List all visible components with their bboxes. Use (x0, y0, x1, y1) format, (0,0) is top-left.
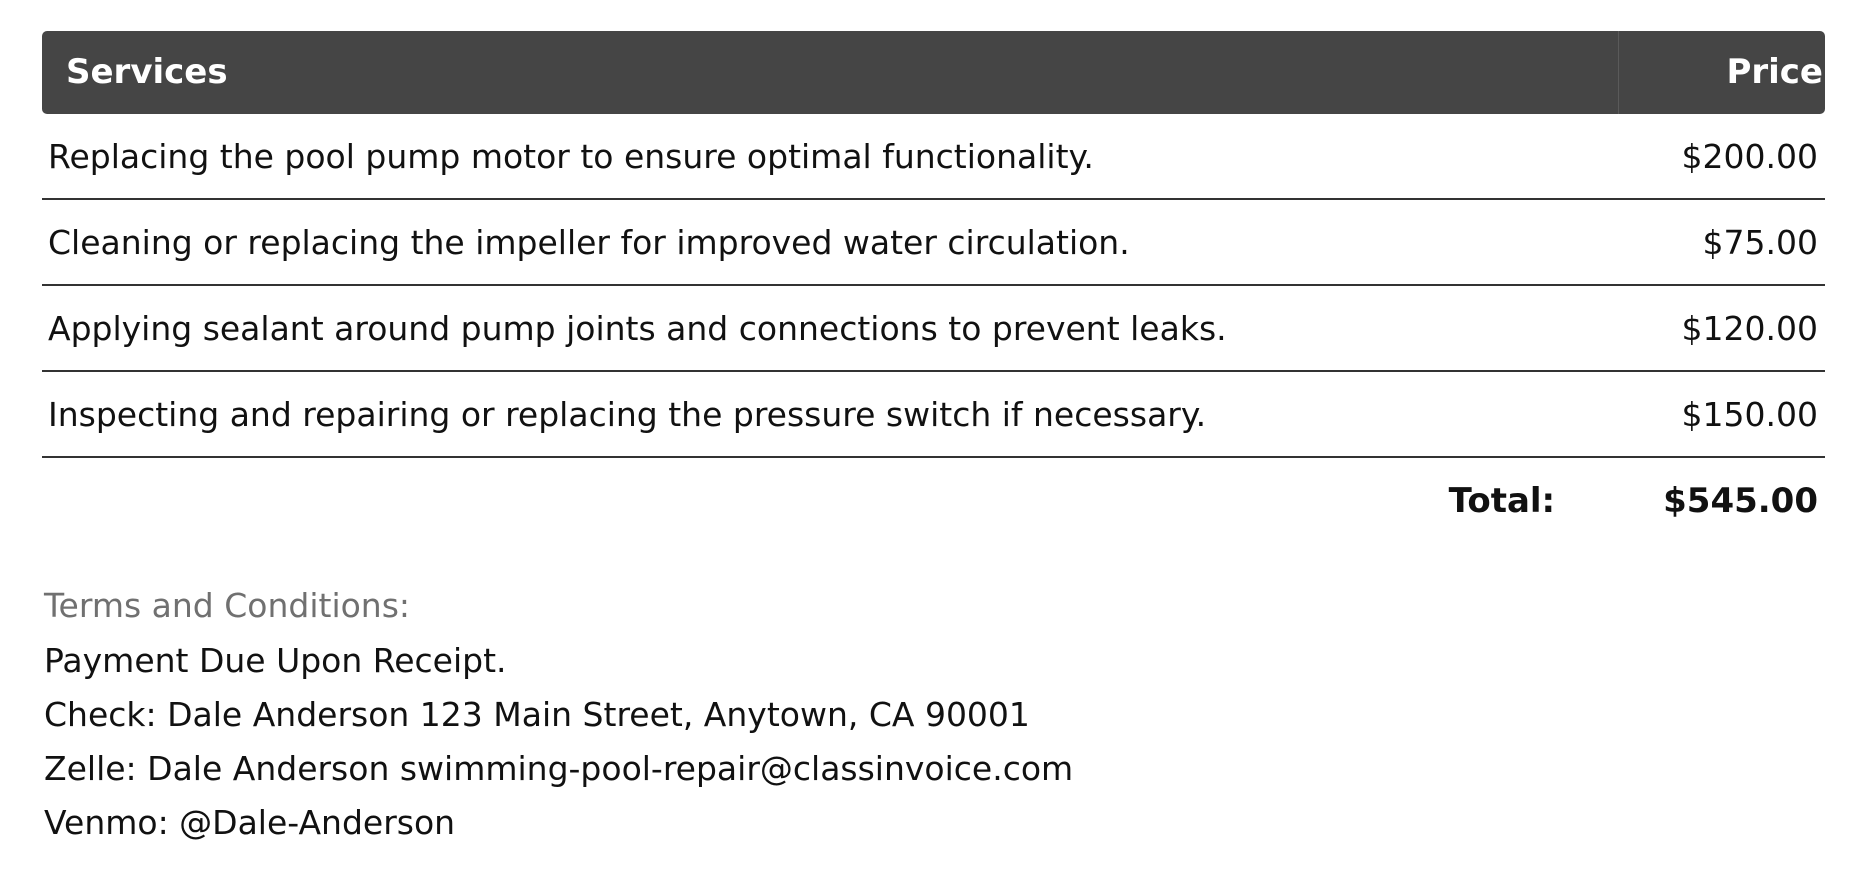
table-row (42, 200, 1825, 286)
table-row (42, 114, 1825, 200)
terms-section (44, 578, 1073, 850)
service-price: $120.00 (1681, 308, 1818, 348)
table-body (42, 114, 1825, 458)
services-table (42, 31, 1825, 544)
payment-terms-line: Payment Due Upon Receipt. (44, 641, 507, 680)
check-payment-line: Check: Dale Anderson 123 Main Street, Anytown, CA 90001 (44, 695, 1030, 734)
price-column-header: Price (1726, 52, 1823, 92)
table-header (42, 31, 1825, 114)
service-description: Replacing the pool pump motor to ensure optimal functionality. (48, 136, 1094, 176)
terms-title: Terms and Conditions: (44, 586, 411, 625)
table-row (42, 372, 1825, 458)
service-price: $150.00 (1681, 394, 1818, 434)
service-price: $75.00 (1702, 222, 1818, 262)
service-description: Applying sealant around pump joints and connections to prevent leaks. (48, 308, 1227, 348)
service-description: Inspecting and repairing or replacing the pressure switch if necessary. (48, 394, 1207, 434)
total-value: $545.00 (1663, 481, 1818, 521)
service-price: $200.00 (1681, 136, 1818, 176)
service-description: Cleaning or replacing the impeller for improved water circulation. (48, 222, 1130, 262)
zelle-payment-line: Zelle: Dale Anderson swimming-pool-repair@classinvoice.com (44, 749, 1074, 788)
total-label: Total: (1448, 481, 1556, 521)
total-row (42, 458, 1825, 544)
venmo-payment-line: Venmo: @Dale-Anderson (44, 803, 456, 842)
services-column-header: Services (42, 31, 1619, 114)
table-row (42, 286, 1825, 372)
